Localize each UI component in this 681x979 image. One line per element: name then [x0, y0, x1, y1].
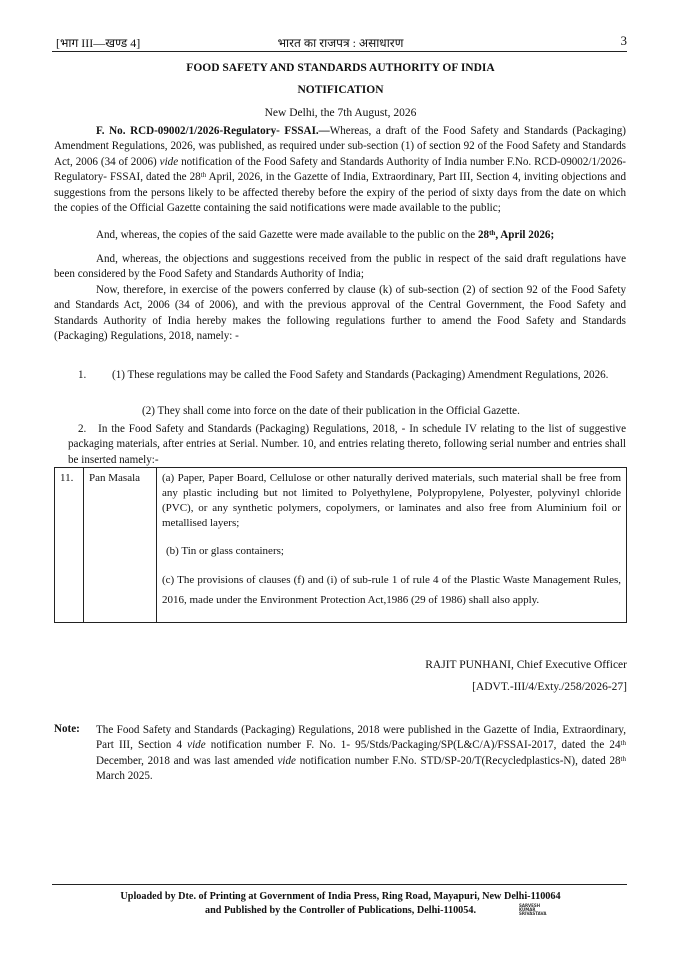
clause-1-subclause-1: (1) These regulations may be called the Food Safety and Standards (Packaging) Amendment Regulations, 2026.	[112, 369, 609, 381]
clause-1-subclause-2: (2) They shall come into force on the date of their publication in the Official Gazette.	[142, 405, 520, 417]
serial-number-cell: 11.	[55, 468, 84, 623]
option-c: (c) The provisions of clauses (f) and (i) of sub-rule 1 of rule 4 of the Plastic Waste Management Rules, 2016, made under the Environment Protection Act,1986 (29 of 1986) shall also apply.	[162, 574, 621, 606]
note-label: Note:	[54, 723, 80, 735]
header-rule	[52, 51, 627, 52]
signatory-name: RAJIT PUNHANI, Chief Executive Officer	[425, 659, 627, 671]
note-text: The Food Safety and Standards (Packaging) Regulations, 2018 were published in the Gazette of India, Extraordinary, Part III, Section 4 vide notification number F. No. 1- 95/Stds/Packaging/SP(L&C/A)/FSSAI-2017, dated the 24th December, 2018 and was last amended vide notification number F.No. STD/SP-20/T(Recycledplastics-N), dated 28th March 2025.	[96, 724, 626, 783]
authority-title: FOOD SAFETY AND STANDARDS AUTHORITY OF INDIA	[186, 62, 495, 74]
clause-1-number: 1.	[78, 369, 87, 381]
header-gazette-title: भारत का राजपत्र : असाधारण	[277, 36, 404, 50]
dateline: New Delhi, the 7th August, 2026	[264, 107, 417, 119]
digital-signature-stamp	[519, 904, 549, 916]
preamble-paragraph: F. No. RCD-09002/1/2026-Regulatory- FSSAI.—Whereas, a draft of the Food Safety and Standards (Packaging) Amendment Regulations, 2026, was published, as required under sub-section (1) of section 92 of the Food Safety and Standards Act, 2006 (34 of 2006) vide notification of the Food Safety and Standards Authority of India number F.No. RCD-09002/1/2026-Regulatory- FSSAI, dated the 28th April, 2026, in the Gazette of India, Extraordinary, Part III, Section 4, inviting objections and suggestions from the persons likely to be affected thereby before the expiry of the period of sixty days from the date on which the copies of the Official Gazette containing the said notifications were made available to the public;	[54, 125, 626, 215]
footer-rule	[52, 884, 627, 885]
file-reference: F. No. RCD-09002/1/2026-Regulatory- FSSAI.—	[96, 125, 330, 137]
table-row	[55, 468, 627, 623]
advertisement-number: [ADVT.-III/4/Exty./258/2026-27]	[472, 681, 627, 693]
packaging-entry-table	[54, 467, 627, 623]
footer-line-2: and Published by the Controller of Publications, Delhi-110054.	[204, 905, 477, 916]
whereas-paragraph-gazette: And, whereas, the copies of the said Gazette were made available to the public on the 28th, April 2026;	[96, 229, 555, 241]
notification-title: NOTIFICATION	[297, 84, 384, 96]
option-b: (b) Tin or glass containers;	[166, 545, 284, 557]
whereas-paragraph-objections: And, whereas, the objections and suggestions received from the public in respect of the said draft regulations have been considered by the Food Safety and Standards Authority of India;	[54, 253, 626, 281]
stamp-signer-name: SARVESH KUMAR SRIVASTAVA	[519, 903, 547, 916]
now-therefore-paragraph: Now, therefore, in exercise of the powers conferred by clause (k) of sub-section (2) of section 92 of the Food Safety and Standards Act, 2006 (34 of 2006), and with the previous approval of the Central Government, the Food Safety and Standards Authority of India hereby makes the following regulations further to amend the Food Safety and Standards (Packaging) Regulations, 2018, namely: -	[54, 284, 626, 343]
header-part: [भाग III—खण्ड 4]	[56, 36, 141, 50]
page-number: 3	[620, 33, 627, 48]
clause-2-paragraph: 2. In the Food Safety and Standards (Packaging) Regulations, 2018, - In schedule IV relating to the list of suggestive packaging materials, after entries at Serial. Number. 10, and entries relating thereto, following serial number and entries shall be inserted namely:-	[68, 423, 626, 466]
packaging-options-cell	[157, 468, 627, 623]
item-name-cell: Pan Masala	[84, 468, 157, 623]
option-a: (a) Paper, Paper Board, Cellulose or other naturally derived materials, such material shall be free from any plastic including but not limited to Polyethylene, Polypropylene, Polyester, polyvinyl chloride (PVC), or any synthetic polymers, copolymers, or laminates and also free from Aluminium foil or metallised layers;	[162, 472, 621, 529]
footer-line-1: Uploaded by Dte. of Printing at Government of India Press, Ring Road, Mayapuri, New Delhi-110064	[120, 891, 561, 902]
